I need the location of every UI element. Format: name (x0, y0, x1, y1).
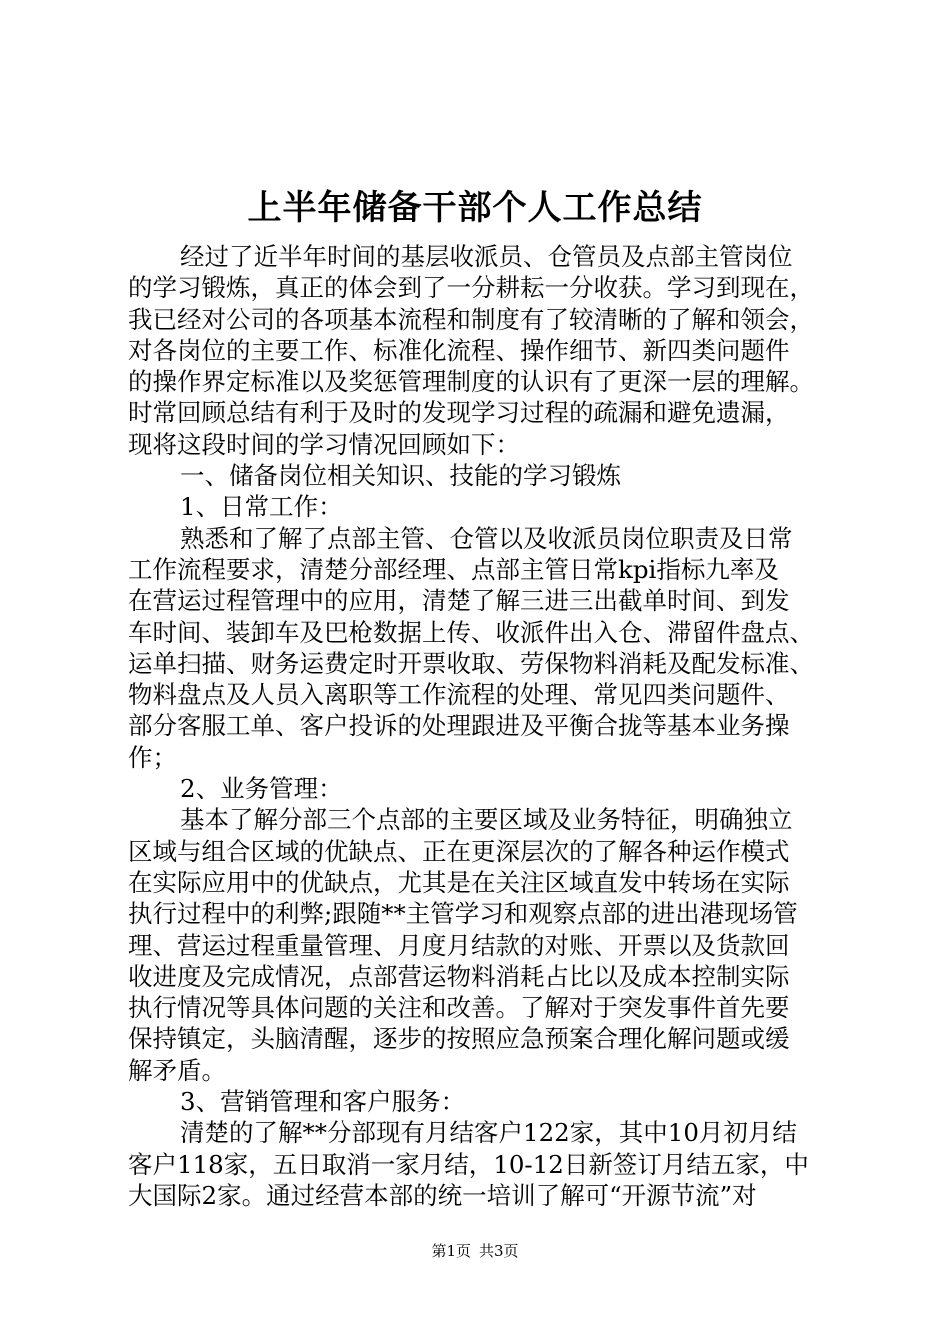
body-line: 客户118家，五日取消一家月结，10-12日新签订月结五家，中 (128, 1149, 809, 1179)
body-line: 在实际应用中的优缺点，尤其是在关注区域直发中转场在实际 (128, 867, 790, 897)
body-line: 基本了解分部三个点部的主要区域及业务特征，明确独立 (180, 805, 793, 835)
subsection-heading: 1、日常工作： (180, 492, 343, 522)
body-line: 收进度及完成情况，点部营运物料消耗占比以及成本控制实际 (128, 961, 790, 991)
body-line: 执行情况等具体问题的关注和改善。了解对于突发事件首先要 (128, 993, 790, 1023)
body-line: 的学习锻炼，真正的体会到了一分耕耘一分收获。学习到现在， (128, 273, 814, 303)
page-number: 第1页 (431, 1242, 471, 1260)
body-line: 大国际2家。通过经营本部的统一培训了解可“开源节流”对 (128, 1180, 757, 1210)
body-line: 执行过程中的利弊;跟随**主管学习和观察点部的进出港现场管 (128, 899, 798, 929)
body-line: 物料盘点及人员入离职等工作流程的处理、常见四类问题件、 (128, 680, 790, 710)
section-heading: 一、储备岗位相关知识、技能的学习锻炼 (180, 461, 621, 491)
body-line: 时常回顾总结有利于及时的发现学习过程的疏漏和避免遗漏， (128, 398, 790, 428)
body-line: 车时间、装卸车及巴枪数据上传、收派件出入仓、滞留件盘点、 (128, 617, 814, 647)
subsection-heading: 3、营销管理和客户服务： (180, 1087, 466, 1117)
body-line: 熟悉和了解了点部主管、仓管以及收派员岗位职责及日常 (180, 523, 793, 553)
body-line: 运单扫描、财务运费定时开票收取、劳保物料消耗及配发标准、 (128, 648, 814, 678)
body-line: 的操作界定标准以及奖惩管理制度的认识有了更深一层的理解。 (128, 367, 814, 397)
body-line: 清楚的了解**分部现有月结客户122家，其中10月初月结 (180, 1118, 797, 1148)
document-body (128, 241, 838, 1211)
body-line: 区域与组合区域的优缺点、正在更深层次的了解各种运作模式 (128, 836, 790, 866)
subsection-heading: 2、业务管理： (180, 774, 343, 804)
body-line: 我已经对公司的各项基本流程和制度有了较清晰的了解和领会， (128, 304, 814, 334)
page-total: 共3页 (479, 1242, 519, 1260)
body-line: 经过了近半年时间的基层收派员、仓管员及点部主管岗位 (180, 242, 793, 271)
body-line: 现将这段时间的学习情况回顾如下： (128, 429, 520, 459)
body-line: 保持镇定，头脑清醒，逐步的按照应急预案合理化解问题或缓 (128, 1024, 790, 1054)
body-line: 在营运过程管理中的应用，清楚了解三进三出截单时间、到发 (128, 586, 790, 616)
body-line: 理、营运过程重量管理、月度月结款的对账、开票以及货款回 (128, 930, 790, 960)
body-line: 部分客服工单、客户投诉的处理跟进及平衡合拢等基本业务操 (128, 711, 790, 741)
body-line: 解矛盾。 (128, 1055, 226, 1085)
document-title: 上半年储备干部个人工作总结 (247, 188, 703, 228)
page-footer (0, 1240, 950, 1262)
body-line: 作； (128, 742, 177, 772)
body-line: 对各岗位的主要工作、标准化流程、操作细节、新四类问题件 (128, 335, 790, 365)
body-line: 工作流程要求，清楚分部经理、点部主管日常kpi指标九率及 (128, 554, 779, 584)
